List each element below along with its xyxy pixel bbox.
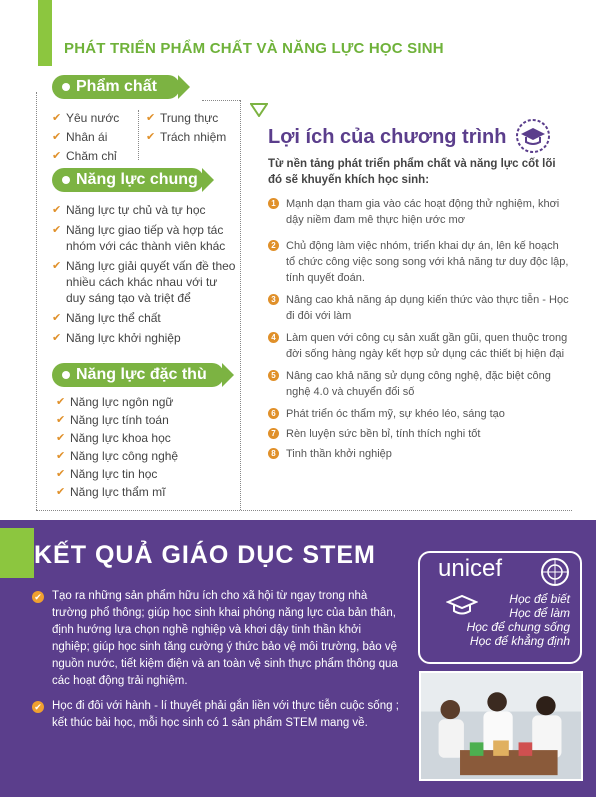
top-accent-bar (38, 0, 52, 66)
check-icon: ✔ (52, 332, 62, 344)
pham-chat-title: Phẩm chất (76, 78, 157, 95)
list-item: ✔ Năng lực thể chất (52, 311, 161, 325)
check-icon: ✔ (56, 396, 66, 408)
stem-paragraph-1: ✔ Tạo ra những sản phẩm hữu ích cho xã hội từ ngay trong nhà trường phổ thông; giúp học sinh khai phóng năng lực của bản thân, định hướng lựa chọn nghề nghiệp và khơi dậy tinh thần khởi nghiệp; giúp học sinh tăng cường ý thức bảo vệ môi trường, bảo vệ nguồn nước, tiết kiệm điện và an toàn vệ sinh thực phẩm thông qua các hoạt động trải nghiệm. (32, 588, 402, 690)
nang-luc-chung-header (52, 168, 204, 192)
list-item: 7 Rèn luyện sức bền bỉ, tính thích nghi tốt (268, 426, 570, 442)
nang-luc-dac-thu-title: Năng lực đặc thù (76, 366, 207, 383)
left-dotted-border (36, 92, 37, 510)
list-item: ✔ Năng lực tính toán (56, 413, 169, 427)
students-photo (419, 671, 583, 781)
pham-chat-header (52, 75, 180, 99)
nang-luc-chung-list (52, 202, 237, 346)
list-item: ✔ Năng lực công nghệ (56, 449, 179, 463)
slogan-line: Học để biết (509, 592, 570, 606)
list-item: 3 Nâng cao khả năng áp dụng kiến thức vào thực tiễn - Học đi đôi với làm (268, 292, 570, 324)
pham-chat-list-2 (146, 110, 246, 148)
list-item: 8 Tinh thần khởi nghiệp (268, 446, 570, 462)
list-item: ✔ Năng lực ngôn ngữ (56, 395, 174, 409)
nang-luc-chung-title: Năng lực chung (76, 171, 198, 188)
bullet-dot-icon (62, 176, 70, 184)
nang-luc-dac-thu-header (52, 363, 224, 387)
number-badge: 5 (268, 370, 279, 381)
bottom-dotted-border (36, 510, 572, 511)
check-icon: ✔ (52, 112, 62, 124)
list-item: ✔ Năng lực giao tiếp và hợp tác nhóm với các thành viên khác (52, 223, 226, 253)
nang-luc-dac-thu-list (56, 394, 236, 502)
check-icon: ✔ (146, 131, 156, 143)
number-badge: 8 (268, 448, 279, 459)
bullet-dot-icon (62, 83, 70, 91)
number-badge: 7 (268, 428, 279, 439)
stem-paragraph-2: ✔ Học đi đôi với hành - lí thuyết phải gắn liền với thực tiễn cuộc sống ; kết thúc bài học, mỗi học sinh có 1 sản phẩm STEM mang về. (32, 698, 402, 732)
list-item: ✔ Năng lực tự chủ và tự học (52, 203, 206, 217)
check-icon: ✔ (52, 260, 62, 272)
stem-title: KẾT QUẢ GIÁO DỤC STEM (34, 541, 376, 569)
right-dotted-connector (202, 100, 240, 101)
list-item: ✔ Năng lực khoa học (56, 431, 171, 445)
list-item: ✔ Nhân ái (52, 130, 108, 144)
list-item: 4 Làm quen với công cụ sản xuất gần gũi, quen thuộc trong đời sống hàng ngày kết hợp sử dụng các thiết bị hiện đại (268, 330, 570, 362)
check-icon: ✔ (56, 432, 66, 444)
triangle-marker-icon (250, 103, 268, 117)
graduation-cap-badge-icon (515, 118, 551, 154)
number-badge: 2 (268, 240, 279, 251)
benefit-title: Lợi ích của chương trình (268, 126, 507, 148)
check-icon: ✔ (32, 701, 44, 713)
number-badge: 3 (268, 294, 279, 305)
column-divider (138, 110, 139, 160)
check-icon: ✔ (52, 150, 62, 162)
list-item: ✔ Năng lực giải quyết vấn đề theo nhiều cách khác nhau với tư duy sáng tạo và triệt để (52, 259, 236, 305)
check-icon: ✔ (52, 224, 62, 236)
page-title: PHÁT TRIỂN PHẨM CHẤT VÀ NĂNG LỰC HỌC SINH (64, 40, 444, 57)
check-icon: ✔ (56, 486, 66, 498)
list-item: ✔ Năng lực khởi nghiệp (52, 331, 181, 345)
check-icon: ✔ (146, 112, 156, 124)
slogan-line: Học để chung sống (466, 620, 570, 634)
list-item: ✔ Trách nhiệm (146, 130, 227, 144)
list-item: ✔ Trung thực (146, 111, 219, 125)
check-icon: ✔ (56, 468, 66, 480)
right-dotted-border (240, 100, 241, 510)
unicef-logo-text: unicef (438, 555, 503, 582)
check-icon: ✔ (56, 414, 66, 426)
unicef-globe-icon (540, 557, 570, 587)
benefit-list (268, 196, 570, 462)
list-item: ✔ Năng lực tin học (56, 467, 158, 481)
bullet-dot-icon (62, 371, 70, 379)
check-icon: ✔ (52, 312, 62, 324)
list-item: ✔ Chăm chỉ (52, 149, 117, 163)
unicef-slogan (430, 592, 570, 648)
check-icon: ✔ (52, 131, 62, 143)
pham-chat-list-1 (52, 110, 142, 167)
list-item: 6 Phát triển óc thẩm mỹ, sự khéo léo, sáng tạo (268, 406, 570, 422)
number-badge: 6 (268, 408, 279, 419)
list-item: 5 Nâng cao khả năng sử dụng công nghệ, đặc biệt công nghệ 4.0 và chuyển đổi số (268, 368, 570, 400)
list-item: ✔ Yêu nước (52, 111, 120, 125)
slogan-line: Học để khẳng định (469, 634, 570, 648)
slogan-line: Học để làm (509, 606, 570, 620)
list-item: 2 Chủ động làm việc nhóm, triển khai dự án, lên kế hoạch tổ chức công việc song song với khả năng tư duy độc lập, tính quyết đoán. (268, 238, 570, 286)
check-icon: ✔ (52, 204, 62, 216)
benefit-intro: Từ nền tảng phát triển phẩm chất và năng lực cốt lõi đó sẽ khuyến khích học sinh: (268, 158, 556, 186)
check-icon: ✔ (32, 591, 44, 603)
number-badge: 4 (268, 332, 279, 343)
list-item: ✔ Năng lực thẩm mĩ (56, 485, 166, 499)
check-icon: ✔ (56, 450, 66, 462)
number-badge: 1 (268, 198, 279, 209)
stem-accent-bar (0, 528, 34, 578)
list-item: 1 Mạnh dạn tham gia vào các hoạt động thử nghiệm, khơi dậy niềm đam mê thực hiện ước mơ (268, 196, 570, 228)
